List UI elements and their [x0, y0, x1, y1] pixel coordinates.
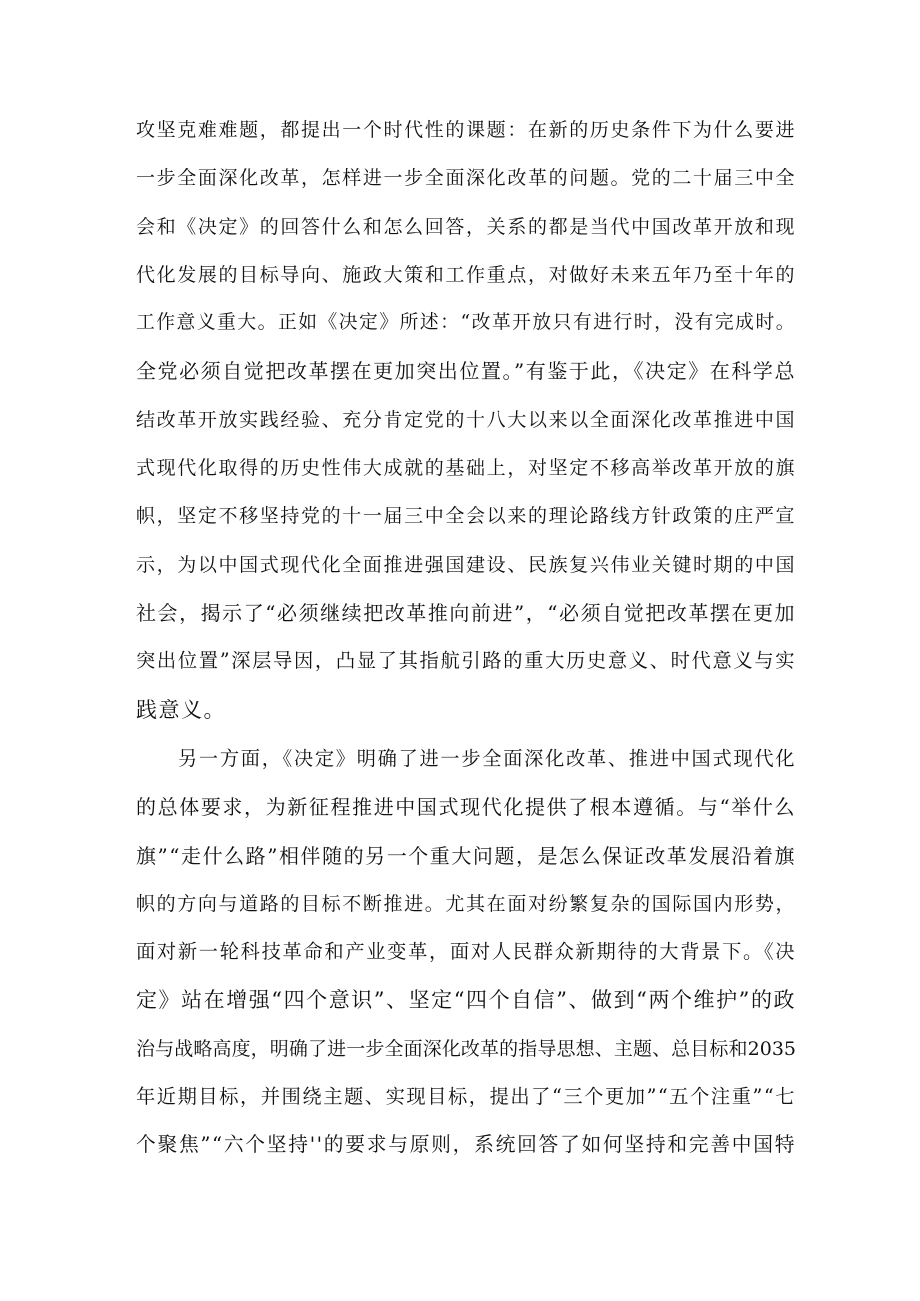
paragraph-2-line-1: 另一方面，《决定》明确了进一步全面深化改革、推进中国式现代化 [178, 747, 796, 770]
paragraph-1-line-9: 帜，坚定不移坚持党的十一届三中全会以来的理论路线方针政策的庄严宣 [136, 505, 796, 528]
paragraph-2 [136, 735, 796, 1170]
paragraph-1-line-13: 践意义。 [136, 697, 226, 722]
paragraph-2-line-5: 面对新一轮科技革命和产业变革，面对人民群众新期待的大背景下。《决 [136, 940, 796, 964]
paragraph-1-line-3: 会和《决定》的回答什么和怎么回答，关系的都是当代中国改革开放和现 [136, 215, 796, 238]
paragraph-1-line-12: 突出位置”深层导因，凸显了其指航引路的重大历史意义、时代意义与实 [136, 649, 796, 673]
paragraph-1-line-2: 一步全面深化改革，怎样进一步全面深化改革的问题。党的二十届三中全 [136, 167, 796, 190]
paragraph-1-line-1: 攻坚克难难题，都提出一个时代性的课题：在新的历史条件下为什么要进 [136, 119, 796, 141]
paragraph-2-line-3: 旗”“走什么路”相伴随的另一个重大问题，是怎么保证改革发展沿着旗 [136, 843, 796, 868]
paragraph-2-line-7: 治与战略高度，明确了进一步全面深化改革的指导思想、主题、总目标和2035 [136, 1037, 796, 1060]
paragraph-2-line-8: 年近期目标，并围绕主题、实现目标，提出了“三个更加”“五个注重”“七 [136, 1085, 796, 1109]
paragraph-1-line-5: 工作意义重大。正如《决定》所述：“改革开放只有进行时，没有完成时。 [136, 312, 796, 334]
paragraph-2-line-9: 个聚焦”“六个坚持''的要求与原则，系统回答了如何坚持和完善中国特 [136, 1133, 796, 1157]
paragraph-1-line-4: 代化发展的目标导向、施政大策和工作重点，对做好未来五年乃至十年的 [136, 263, 796, 286]
paragraph-2-line-2: 的总体要求，为新征程推进中国式现代化提供了根本遵循。与“举什么 [136, 795, 796, 820]
paragraph-1-line-11: 社会，揭示了“必须继续把改革推向前进”，“必须自觉把改革摆在更加 [136, 600, 796, 625]
paragraph-2-line-4: 帜的方向与道路的目标不断推进。尤其在面对纷繁复杂的国际国内形势， [136, 892, 796, 915]
paragraph-1-line-10: 示，为以中国式现代化全面推进强国建设、民族复兴伟业关键时期的中国 [136, 553, 796, 576]
paragraph-1 [136, 106, 796, 734]
paragraph-1-line-7: 结改革开放实践经验、充分肯定党的十八大以来以全面深化改革推进中国 [136, 408, 796, 431]
paragraph-1-line-6: 全党必须自觉把改革摆在更加突出位置。”有鉴于此，《决定》在科学总 [136, 359, 796, 384]
paragraph-2-line-6: 定》站在增强“四个意识”、坚定“四个自信”、做到“两个维护”的政 [136, 988, 796, 1013]
paragraph-1-line-8: 式现代化取得的历史性伟大成就的基础上，对坚定不移高举改革开放的旗 [136, 457, 796, 480]
